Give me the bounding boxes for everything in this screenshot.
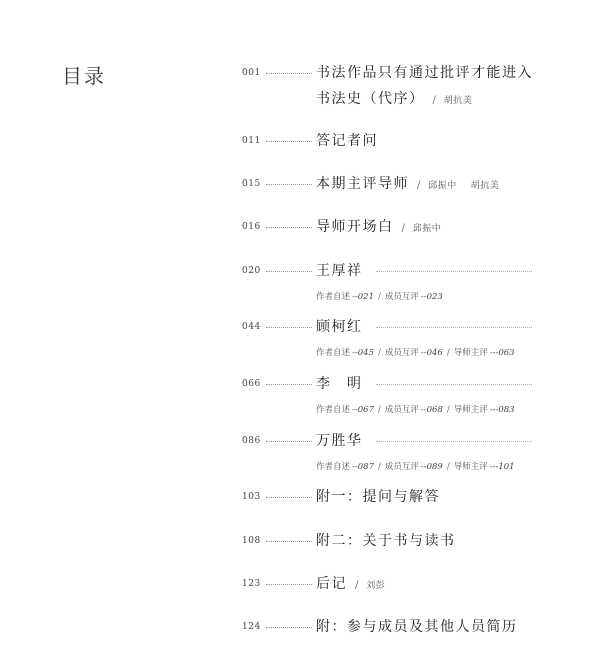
- dotted-leader: [266, 184, 312, 185]
- subentry-page: ---101: [489, 462, 515, 472]
- subentry-page: ---083: [489, 405, 515, 415]
- toc-title: 附：参与成员及其他人员简历: [316, 619, 518, 635]
- subentry-page: --087: [352, 462, 374, 472]
- toc-subentry[interactable]: [374, 292, 443, 302]
- toc-author: 刘彭: [366, 581, 386, 591]
- toc-subentry[interactable]: [374, 462, 443, 472]
- separator-slash: /: [401, 223, 405, 234]
- dotted-rule: [376, 441, 532, 442]
- toc-subentries: [316, 460, 515, 472]
- toc-subentry[interactable]: [374, 405, 443, 415]
- dotted-leader: [266, 627, 312, 628]
- toc-title-group: [316, 173, 499, 193]
- toc-page-number: 020: [242, 266, 261, 276]
- toc-subentry[interactable]: [374, 348, 443, 358]
- toc-title-continued: [316, 88, 472, 108]
- toc-subentries: [316, 290, 443, 302]
- toc-subentry[interactable]: [443, 405, 515, 415]
- dotted-leader: [266, 327, 312, 328]
- toc-title: 万胜华: [316, 433, 363, 449]
- dotted-leader: [266, 271, 312, 272]
- toc-title: 导师开场白: [316, 219, 394, 235]
- toc-page-number: 103: [242, 492, 261, 502]
- dotted-leader: [266, 73, 312, 74]
- subentry-label: 作者自述: [316, 405, 351, 415]
- toc-author: 邱振中: [412, 224, 442, 234]
- toc-page-number: 124: [242, 622, 261, 632]
- subentry-label: 导师主评: [453, 462, 488, 472]
- toc-subentry[interactable]: [443, 348, 515, 358]
- subentry-label: 成员互评: [384, 405, 419, 415]
- separator-slash: /: [432, 95, 436, 106]
- subentry-page: --023: [420, 292, 443, 302]
- toc-title-group: [316, 573, 385, 593]
- dotted-leader: [266, 441, 312, 442]
- dotted-leader: [266, 584, 312, 585]
- dotted-leader: [266, 384, 312, 385]
- separator-slash: /: [416, 180, 421, 191]
- toc-subentry[interactable]: [316, 462, 374, 472]
- toc-author: 邱振中: [428, 181, 457, 191]
- subentry-label: 导师主评: [453, 405, 488, 415]
- toc-subentry[interactable]: [443, 462, 515, 472]
- page-title: 目录: [62, 64, 106, 88]
- subentry-page: ---063: [489, 348, 515, 358]
- toc-title: 附二：关于书与读书: [316, 533, 456, 549]
- toc-page-number: 001: [242, 68, 261, 78]
- toc-author: 胡抗美: [470, 181, 500, 191]
- dotted-leader: [266, 541, 312, 542]
- toc-subentries: [316, 346, 515, 358]
- subentry-label: 作者自述: [316, 462, 351, 472]
- toc-title: 答记者问: [316, 133, 378, 149]
- toc-title: 书法作品只有通过批评才能进入: [316, 65, 533, 81]
- toc-subentry[interactable]: [316, 405, 374, 415]
- toc-page-number: 015: [242, 179, 261, 189]
- toc-title: 附一：提问与解答: [316, 489, 440, 505]
- toc-title-line2: 书法史（代序）: [316, 91, 425, 107]
- toc-page-number: 011: [242, 136, 261, 146]
- subentry-label: 成员互评: [384, 348, 419, 358]
- dotted-rule: [376, 384, 532, 385]
- toc-subentries: [316, 403, 515, 415]
- toc-page-number: 066: [242, 379, 261, 389]
- toc-title: 后记: [316, 576, 347, 592]
- toc-page-number: 123: [242, 579, 261, 589]
- subentry-page: --089: [420, 462, 443, 472]
- subentry-label: 成员互评: [384, 462, 419, 472]
- toc-author: 胡抗美: [443, 96, 473, 106]
- toc-title: 李 明: [316, 376, 363, 392]
- toc-subentry[interactable]: [316, 348, 374, 358]
- toc-subentry[interactable]: [316, 292, 374, 302]
- dotted-leader: [266, 227, 312, 228]
- subentry-page: --068: [420, 405, 443, 415]
- toc-page-number: 016: [242, 222, 261, 232]
- dotted-leader: [266, 497, 312, 498]
- subentry-label: 成员互评: [384, 292, 419, 302]
- subentry-page: --067: [352, 405, 374, 415]
- subentry-page: --021: [352, 292, 374, 302]
- toc-title: 王厚祥: [316, 263, 363, 279]
- dotted-rule: [376, 327, 532, 328]
- toc-page-number: 044: [242, 322, 261, 332]
- toc-page-number: 108: [242, 536, 261, 546]
- subentry-label: 导师主评: [453, 348, 488, 358]
- subentry-label: 作者自述: [316, 348, 351, 358]
- toc-title: 本期主评导师: [316, 176, 409, 192]
- separator-slash: /: [354, 580, 359, 591]
- subentry-label: 作者自述: [316, 292, 351, 302]
- toc-page-number: 086: [242, 436, 261, 446]
- subentry-page: --045: [352, 348, 374, 358]
- toc-title-group: [316, 216, 441, 236]
- dotted-leader: [266, 141, 312, 142]
- dotted-rule: [376, 271, 532, 272]
- toc-title: 顾柯红: [316, 319, 363, 335]
- subentry-page: --046: [420, 348, 443, 358]
